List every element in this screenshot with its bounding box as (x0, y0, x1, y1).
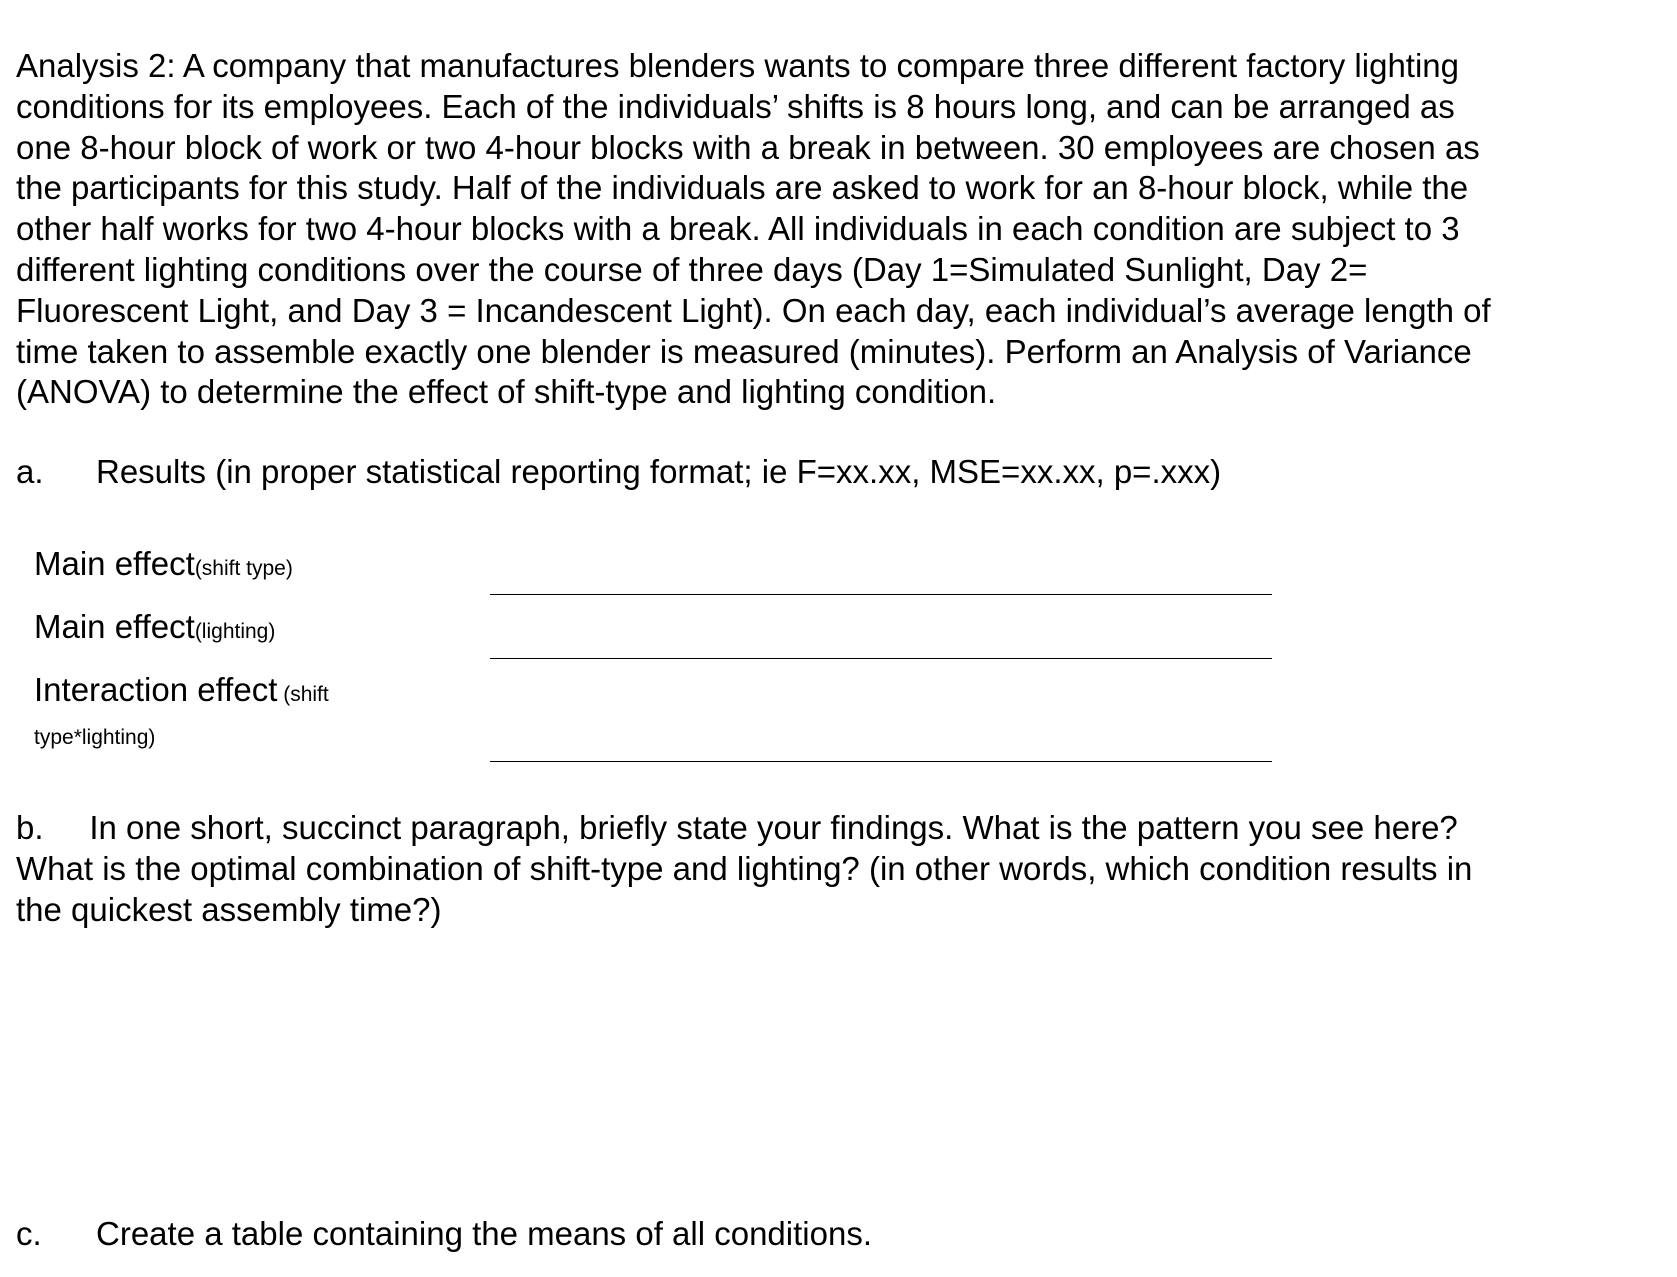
question-b-line: What is the optimal combination of shift-type and lighting? (in other words, which condition results in (16, 849, 1473, 887)
question-c (16, 1214, 872, 1254)
intro-line: conditions for its employees. Each of the individuals’ shifts is 8 hours long, and can be arranged as (16, 87, 1455, 125)
question-b-line: b. In one short, succinct paragraph, briefly state your findings. What is the pattern you see here? (16, 809, 1458, 846)
main-effect-lighting-label (34, 607, 275, 652)
main-effect-lighting-text: Main effect (34, 608, 195, 645)
interaction-effect-subscript: (shift (277, 683, 329, 706)
main-effect-shift-label (34, 544, 293, 589)
interaction-effect-label (34, 670, 329, 715)
intro-line: the participants for this study. Half of the individuals are asked to work for an 8-hour block, while the (16, 169, 1469, 207)
main-effect-lighting-answer-line[interactable] (490, 658, 1272, 659)
question-c-letter: c. (16, 1215, 42, 1252)
analysis-intro-paragraph (16, 46, 1656, 413)
question-b-line: the quickest assembly time?) (16, 890, 442, 928)
question-a (16, 452, 1221, 492)
main-effect-shift-subscript: (shift type) (194, 557, 293, 580)
interaction-effect-answer-line[interactable] (490, 761, 1272, 762)
intro-line: (ANOVA) to determine the effect of shift-type and lighting condition. (16, 373, 997, 411)
question-a-letter: a. (16, 453, 44, 490)
intro-line: Analysis 2: A company that manufactures blenders wants to compare three different factory lighting (16, 47, 1460, 84)
main-effect-shift-answer-line[interactable] (490, 594, 1272, 595)
interaction-effect-subscript-cont: type*lighting) (34, 726, 156, 749)
main-effect-lighting-subscript: (lighting) (194, 620, 276, 643)
question-c-text: Create a table containing the means of all conditions. (96, 1215, 872, 1252)
question-b (16, 808, 1656, 930)
question-a-text: Results (in proper statistical reporting format; ie F=xx.xx, MSE=xx.xx, p=.xxx) (96, 453, 1222, 490)
intro-line: one 8-hour block of work or two 4-hour blocks with a break in between. 30 employees are chosen as (16, 128, 1480, 166)
intro-line: other half works for two 4-hour blocks with a break. All individuals in each condition are subject to 3 (16, 210, 1460, 248)
intro-line: time taken to assemble exactly one blender is measured (minutes). Perform an Analysis of Variance (16, 332, 1472, 370)
interaction-effect-text: Interaction effect (34, 671, 278, 708)
intro-line: different lighting conditions over the course of three days (Day 1=Simulated Sunlight, Day 2= (16, 250, 1368, 288)
main-effect-shift-text: Main effect (34, 545, 195, 582)
intro-line: Fluorescent Light, and Day 3 = Incandescent Light). On each day, each individual’s average length of (16, 291, 1491, 329)
